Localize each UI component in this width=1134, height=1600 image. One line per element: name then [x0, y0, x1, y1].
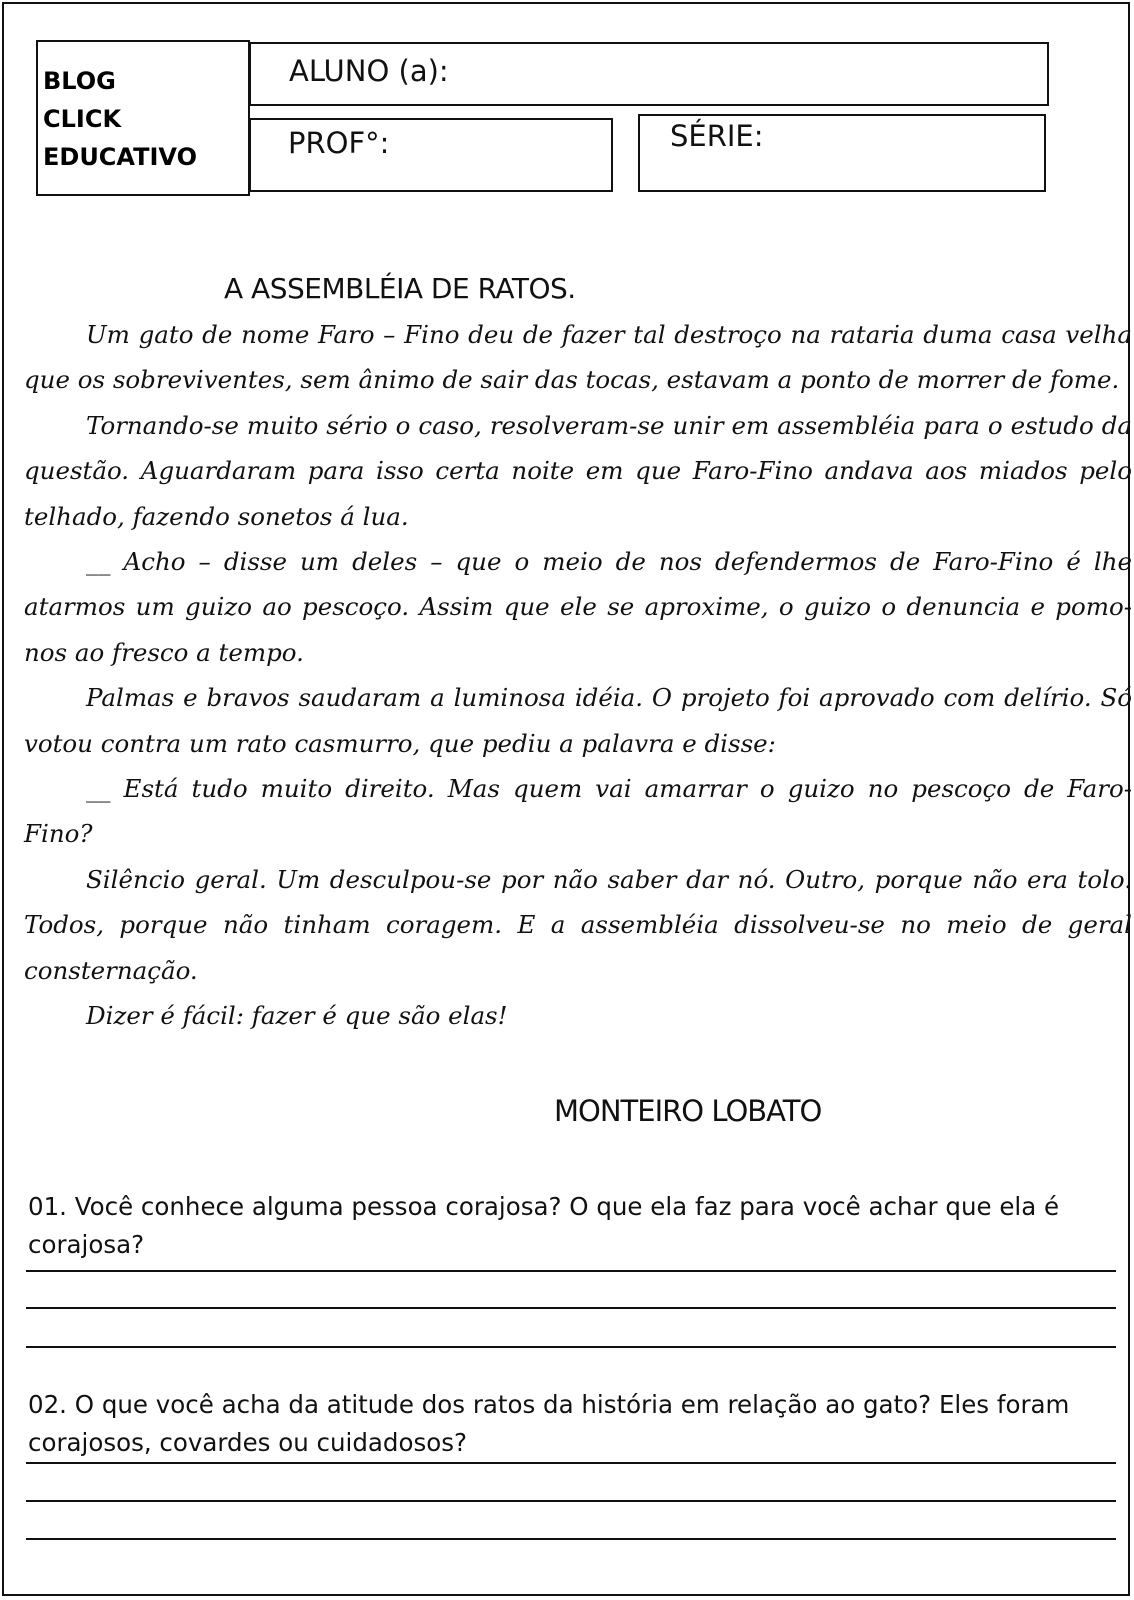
- answer-line[interactable]: [26, 1346, 1116, 1348]
- blog-line-1: BLOG: [43, 67, 116, 95]
- answer-line[interactable]: [26, 1500, 1116, 1502]
- student-name-label: ALUNO (a):: [289, 54, 449, 88]
- question-1: 01. Você conhece alguma pessoa corajosa? O que ela faz para você achar que ela é corajosa?: [28, 1192, 1060, 1259]
- answer-line[interactable]: [26, 1270, 1116, 1272]
- story-paragraph: Silêncio geral. Um desculpou-se por não saber dar nó. Outro, porque não era tolo. Todos, porque não tinham coragem. E a assembléia dissolveu-se no meio de geral consternação.: [24, 864, 1132, 985]
- blog-logo-box: [36, 40, 250, 196]
- answer-line[interactable]: [26, 1538, 1116, 1540]
- story-paragraph: Um gato de nome Faro – Fino deu de fazer tal destroço na rataria duma casa velha que os sobreviventes, sem ânimo de sair das tocas, estavam a ponto de morrer de fome.: [24, 320, 1132, 395]
- blog-line-3: EDUCATIVO: [43, 143, 197, 171]
- blog-line-2: CLICK: [43, 105, 122, 133]
- question-2: 02. O que você acha da atitude dos ratos da história em relação ao gato? Eles foram corajosos, covardes ou cuidadosos?: [28, 1390, 1070, 1457]
- story-paragraph: Dizer é fácil: fazer é que são elas!: [86, 1001, 508, 1031]
- answer-line[interactable]: [26, 1462, 1116, 1464]
- story-paragraph: __ Acho – disse um deles – que o meio de nos defendermos de Faro-Fino é lhe atarmos um guizo ao pescoço. Assim que ele se aproxime, o guizo o denuncia e pomo-nos ao fresco a tempo.: [24, 547, 1132, 667]
- teacher-field[interactable]: [249, 118, 613, 192]
- story-title: A ASSEMBLÉIA DE RATOS.: [224, 272, 576, 305]
- story-text: [24, 312, 1132, 1039]
- story-paragraph: __ Está tudo muito direito. Mas quem vai amarrar o guizo no pescoço de Faro- Fino?: [24, 774, 1132, 849]
- teacher-label: PROF°:: [288, 126, 390, 160]
- grade-field[interactable]: [638, 114, 1046, 192]
- story-paragraph: Palmas e bravos saudaram a luminosa idéia. O projeto foi aprovado com delírio. Só votou contra um rato casmurro, que pediu a palavra e disse:: [24, 683, 1132, 758]
- grade-label: SÉRIE:: [670, 119, 764, 153]
- story-author: MONTEIRO LOBATO: [554, 1094, 822, 1128]
- student-name-field[interactable]: [249, 42, 1049, 106]
- story-paragraph: Tornando-se muito sério o caso, resolveram-se unir em assembléia para o estudo da questão. Aguardaram para isso certa noite em que Faro-Fino andava aos miados pelo telhado, fazendo sonetos á lua.: [24, 410, 1132, 531]
- answer-line[interactable]: [26, 1307, 1116, 1309]
